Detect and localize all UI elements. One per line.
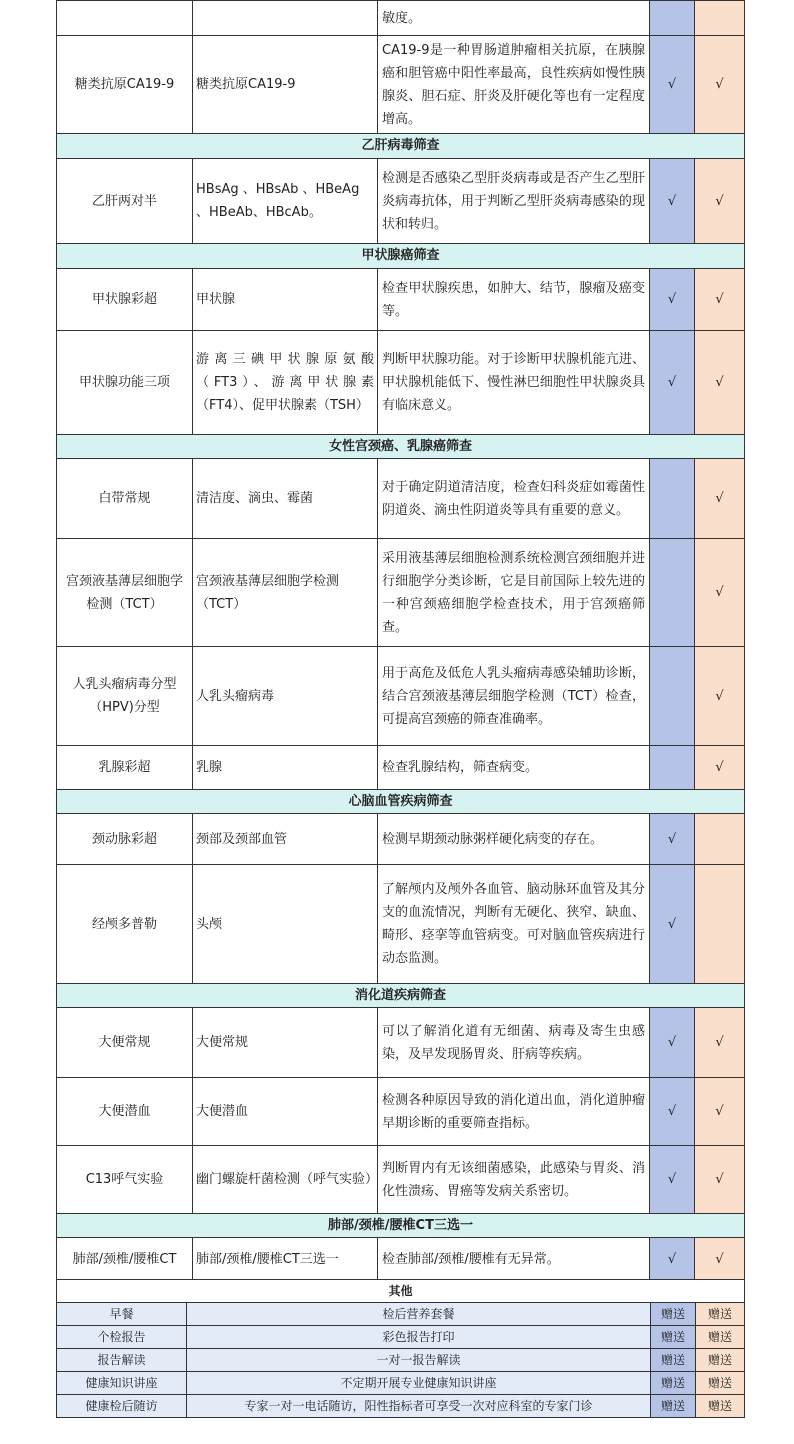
check-mark: √: [695, 459, 745, 539]
check-mark: [650, 647, 695, 746]
item-description: 用于高危及低危人乳头瘤病毒感染辅助诊断，结合宫颈液基薄层细胞学检测（TCT）检查，可提高宫颈癌的筛查准确率。: [378, 647, 650, 746]
check-mark: √: [695, 746, 745, 790]
check-mark: √: [695, 36, 745, 134]
gift-label: 赠送: [696, 1372, 745, 1395]
item-description: 检测各种原因导致的消化道出血，消化道肿瘤早期诊断的重要筛查指标。: [378, 1078, 650, 1146]
check-mark: √: [695, 269, 745, 331]
service-desc: 专家一对一电话随访，阳性指标者可享受一次对应科室的专家门诊: [187, 1395, 651, 1418]
service-name: 健康知识讲座: [57, 1372, 187, 1395]
item-description: 检查甲状腺疾患，如肿大、结节，腺瘤及癌变等。: [378, 269, 650, 331]
item-name: 甲状腺彩超: [57, 269, 193, 331]
table-row: [57, 1008, 745, 1078]
table-row: [57, 331, 745, 435]
service-desc: 彩色报告打印: [187, 1326, 651, 1349]
table-row: [57, 159, 745, 244]
check-mark: √: [695, 1146, 745, 1214]
item-content: 乳腺: [193, 746, 378, 790]
item-name: 肺部/颈椎/腰椎CT: [57, 1238, 193, 1282]
check-mark: √: [650, 865, 695, 984]
other-services-table: [56, 1279, 745, 1418]
gift-label: 赠送: [651, 1395, 696, 1418]
check-mark: √: [695, 1078, 745, 1146]
section-header: 肺部/颈椎/腰椎CT三选一: [57, 1214, 745, 1238]
item-description: 判断胃内有无该细菌感染，此感染与胃炎、消化性溃疡、胃癌等发病关系密切。: [378, 1146, 650, 1214]
section-header: 心脑血管疾病筛查: [57, 790, 745, 814]
gift-label: 赠送: [651, 1372, 696, 1395]
item-description: 检测早期颈动脉粥样硬化病变的存在。: [378, 814, 650, 865]
table-row: [57, 1078, 745, 1146]
item-content: 肺部/颈椎/腰椎CT三选一: [193, 1238, 378, 1282]
check-mark: √: [650, 269, 695, 331]
check-mark: √: [650, 36, 695, 134]
item-description: 敏度。: [378, 1, 650, 36]
check-mark: [695, 814, 745, 865]
check-mark: √: [650, 1078, 695, 1146]
gift-label: 赠送: [696, 1395, 745, 1418]
check-mark: √: [695, 647, 745, 746]
section-header: 乙肝病毒筛查: [57, 134, 745, 159]
service-desc: 检后营养套餐: [187, 1303, 651, 1326]
other-header: 其他: [57, 1280, 745, 1303]
table-row: [57, 1303, 745, 1326]
gift-label: 赠送: [696, 1326, 745, 1349]
gift-label: 赠送: [651, 1303, 696, 1326]
item-name: 甲状腺功能三项: [57, 331, 193, 435]
service-name: 健康检后随访: [57, 1395, 187, 1418]
gift-label: 赠送: [696, 1349, 745, 1372]
item-content: 幽门螺旋杆菌检测（呼气实验）: [193, 1146, 378, 1214]
service-name: 个检报告: [57, 1326, 187, 1349]
item-description: 了解颅内及颅外各血管、脑动脉环血管及其分支的血流情况，判断有无硬化、狭窄、缺血、畸形、痉挛等血管病变。可对脑血管疾病进行动态监测。: [378, 865, 650, 984]
check-mark: [650, 539, 695, 647]
item-name: 经颅多普勒: [57, 865, 193, 984]
service-desc: 一对一报告解读: [187, 1349, 651, 1372]
item-content: 大便潜血: [193, 1078, 378, 1146]
item-description: CA19-9是一种胃肠道肿瘤相关抗原，在胰腺癌和胆管癌中阳性率最高，良性疾病如慢性胰腺炎、胆石症、肝炎及肝硬化等也有一定程度增高。: [378, 36, 650, 134]
table-row: [57, 1, 745, 36]
item-description: 可以了解消化道有无细菌、病毒及寄生虫感染，及早发现肠胃炎、肝病等疾病。: [378, 1008, 650, 1078]
check-mark: √: [650, 1008, 695, 1078]
check-mark: √: [650, 1146, 695, 1214]
check-mark: [650, 746, 695, 790]
table-row: [57, 647, 745, 746]
check-mark: [695, 865, 745, 984]
item-name: 大便潜血: [57, 1078, 193, 1146]
item-name: 宫颈液基薄层细胞学检测（TCT）: [57, 539, 193, 647]
check-mark: √: [650, 159, 695, 244]
table-row: [57, 746, 745, 790]
item-name: 乳腺彩超: [57, 746, 193, 790]
check-mark: √: [695, 1238, 745, 1282]
item-content: 头颅: [193, 865, 378, 984]
item-content: 宫颈液基薄层细胞学检测（TCT）: [193, 539, 378, 647]
service-name: 报告解读: [57, 1349, 187, 1372]
table-row: [57, 1372, 745, 1395]
table-row: [57, 1349, 745, 1372]
item-name: 乙肝两对半: [57, 159, 193, 244]
gift-label: 赠送: [651, 1326, 696, 1349]
item-name: 人乳头瘤病毒分型（HPV)分型: [57, 647, 193, 746]
section-header: 女性宫颈癌、乳腺癌筛查: [57, 435, 745, 459]
item-content: 清洁度、滴虫、霉菌: [193, 459, 378, 539]
item-content: 甲状腺: [193, 269, 378, 331]
item-content: 人乳头瘤病毒: [193, 647, 378, 746]
service-desc: 不定期开展专业健康知识讲座: [187, 1372, 651, 1395]
table-row: [57, 459, 745, 539]
service-name: 早餐: [57, 1303, 187, 1326]
table-row: [57, 269, 745, 331]
check-mark: √: [695, 1008, 745, 1078]
check-mark: √: [695, 539, 745, 647]
item-content: 糖类抗原CA19-9: [193, 36, 378, 134]
item-name: 颈动脉彩超: [57, 814, 193, 865]
item-name: 糖类抗原CA19-9: [57, 36, 193, 134]
item-content: HBsAg 、HBsAb 、HBeAg 、HBeAb、HBcAb。: [193, 159, 378, 244]
item-description: 检查肺部/颈椎/腰椎有无异常。: [378, 1238, 650, 1282]
gift-label: 赠送: [696, 1303, 745, 1326]
item-content: 大便常规: [193, 1008, 378, 1078]
table-row: [57, 814, 745, 865]
table-row: [57, 539, 745, 647]
table-row: [57, 36, 745, 134]
item-name: 白带常规: [57, 459, 193, 539]
item-description: 对于确定阴道清洁度，检查妇科炎症如霉菌性阴道炎、滴虫性阴道炎等具有重要的意义。: [378, 459, 650, 539]
item-content: 颈部及颈部血管: [193, 814, 378, 865]
check-mark: √: [695, 331, 745, 435]
table-row: [57, 865, 745, 984]
item-content: 游离三碘甲状腺原氨酸（FT3）、游离甲状腺素（FT4）、促甲状腺素（TSH）: [193, 331, 378, 435]
item-description: 判断甲状腺功能。对于诊断甲状腺机能亢进、甲状腺机能低下、慢性淋巴细胞性甲状腺炎具有临床意义。: [378, 331, 650, 435]
check-mark: √: [695, 159, 745, 244]
item-name: 大便常规: [57, 1008, 193, 1078]
table-row: [57, 1146, 745, 1214]
item-name: C13呼气实验: [57, 1146, 193, 1214]
item-description: 检测是否感染乙型肝炎病毒或是否产生乙型肝炎病毒抗体，用于判断乙型肝炎病毒感染的现状和转归。: [378, 159, 650, 244]
check-mark: √: [650, 1238, 695, 1282]
section-header: 甲状腺癌筛查: [57, 244, 745, 269]
check-mark: √: [650, 331, 695, 435]
check-mark: √: [650, 814, 695, 865]
table-row: [57, 1326, 745, 1349]
section-header: 消化道疾病筛查: [57, 984, 745, 1008]
check-mark: [650, 459, 695, 539]
table-row: [57, 1395, 745, 1418]
item-description: 采用液基薄层细胞检测系统检测宫颈细胞并进行细胞学分类诊断，它是目前国际上较先进的一种宫颈癌细胞学检查技术，用于宫颈癌筛查。: [378, 539, 650, 647]
exam-items-table: [56, 0, 745, 1282]
gift-label: 赠送: [651, 1349, 696, 1372]
table-row: [57, 1238, 745, 1282]
item-description: 检查乳腺结构，筛查病变。: [378, 746, 650, 790]
